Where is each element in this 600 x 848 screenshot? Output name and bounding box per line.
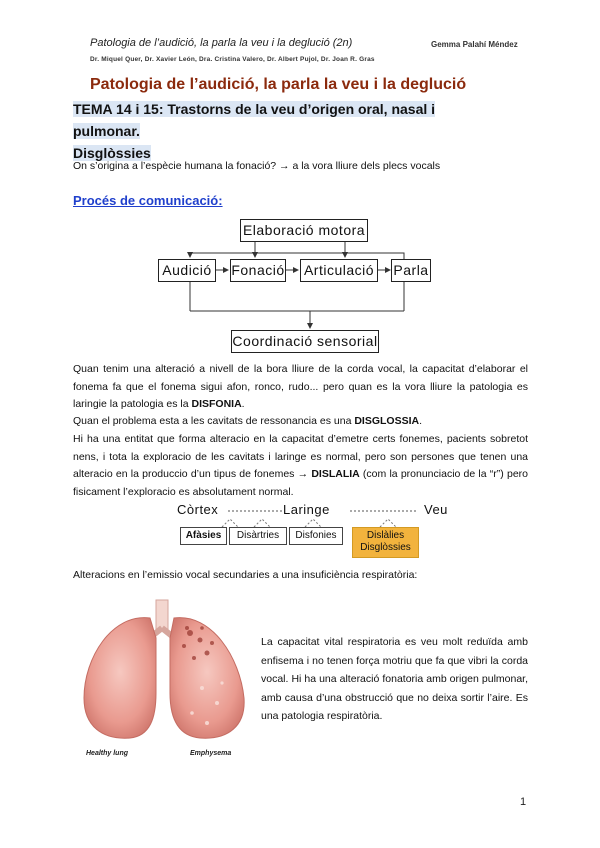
p3-end: (com la pronunciacio de la “r”) pero fisicament l’exploracio es absolutament normal. [73, 468, 528, 498]
fonacio-box: Fonació [230, 259, 286, 282]
respiratory-heading: Alteracions en l’emissio vocal secundaries a una insuficiència respiratòria: [73, 569, 418, 581]
p2-text: Quan el problema esta a les cavitats de ressonancia es una [73, 415, 355, 427]
p1-term: DISFONIA [191, 398, 242, 410]
elaboracio-motora-box: Elaboració motora [240, 219, 368, 242]
p1-text: Quan tenim una alteració a nivell de la bora lliure de la corda vocal, la capacitat d’elaborar el fonema fa que el fonema sigui afon, ronco, rudo... pero quan es la vora lliure la patologia es laringie la patologia es la [73, 363, 528, 410]
dislalies-disglossies-box [352, 527, 419, 558]
healthy-lung-caption: Healthy lung [86, 750, 129, 757]
p3-text: Hi ha una entitat que forma alteracio en la capacitat d’emetre certs fonemes, pacients sobretot nens, i tota la exploracio de les cavitats i laringe es normal, pero son persones que tenen una alteracio en la produccio d’un tipus de fonemes → [73, 433, 528, 480]
veu-label: Veu [424, 502, 448, 517]
page-number: 1 [520, 796, 527, 808]
paragraph-disfonia [73, 361, 528, 414]
afasies-box: Afàsies [180, 527, 227, 545]
running-header-author: Gemma Palahí Méndez [431, 40, 518, 49]
articulacio-box: Articulació [300, 259, 378, 282]
emphysema-caption: Emphysema [190, 750, 232, 757]
topic-heading [73, 98, 493, 164]
question-text: On s’origina a l’espècie humana la fonació? → a la vora lliure dels plecs vocals [73, 160, 441, 172]
disartries-box: Disàrtries [229, 527, 287, 545]
laringe-label: Laringe [283, 502, 330, 517]
audicio-box: Audició [158, 259, 216, 282]
p2-end: . [419, 415, 423, 427]
lung-explanation: La capacitat vital respiratoria es veu molt reduïda amb enfisema i no tenen força motriu que fa que vibri la corda vocal. Hi ha una alteració fonatoria amb origen pulmonar, amb causa d’una obstrucció que no deixa sortir l’aire. Es una patologia respiratòria. [261, 636, 528, 722]
topic-line-1: TEMA 14 i 15: Trastorns de la veu d’origen oral, nasal i pulmonar. [73, 101, 436, 139]
p2-term: DISGLOSSIA [354, 415, 420, 427]
course-professors: Dr. Miquel Quer, Dr. Xavier León, Dra. Cristina Valero, Dr. Albert Pujol, Dr. Joan R. Gras [90, 56, 375, 63]
paragraph-dislalia [73, 431, 528, 501]
cortex-label: Còrtex [177, 502, 219, 517]
topic-line-2: Disglòssies [73, 145, 151, 161]
paragraph-disglossia [73, 413, 528, 431]
communication-diagram [150, 215, 440, 355]
p3-term: DISLALIA [311, 468, 360, 480]
document-title: Patologia de l’audició, la parla la veu i la deglució [90, 76, 467, 93]
disfonies-box: Disfonies [289, 527, 343, 545]
parla-box: Parla [391, 259, 431, 282]
disglossies-label: Disglòssies [360, 542, 411, 553]
dislalies-label: Dislàlies [366, 530, 405, 541]
section-heading: Procés de comunicació: [73, 193, 223, 208]
lungs-image [72, 598, 252, 748]
p1-end: . [241, 398, 245, 410]
coordinacio-sensorial-box: Coordinació sensorial [231, 330, 379, 353]
pathology-location-diagram [170, 500, 460, 562]
lungs-illustration [72, 598, 252, 763]
running-header-title: Patologia de l’audició, la parla la veu i la deglució (2n) [90, 37, 353, 49]
